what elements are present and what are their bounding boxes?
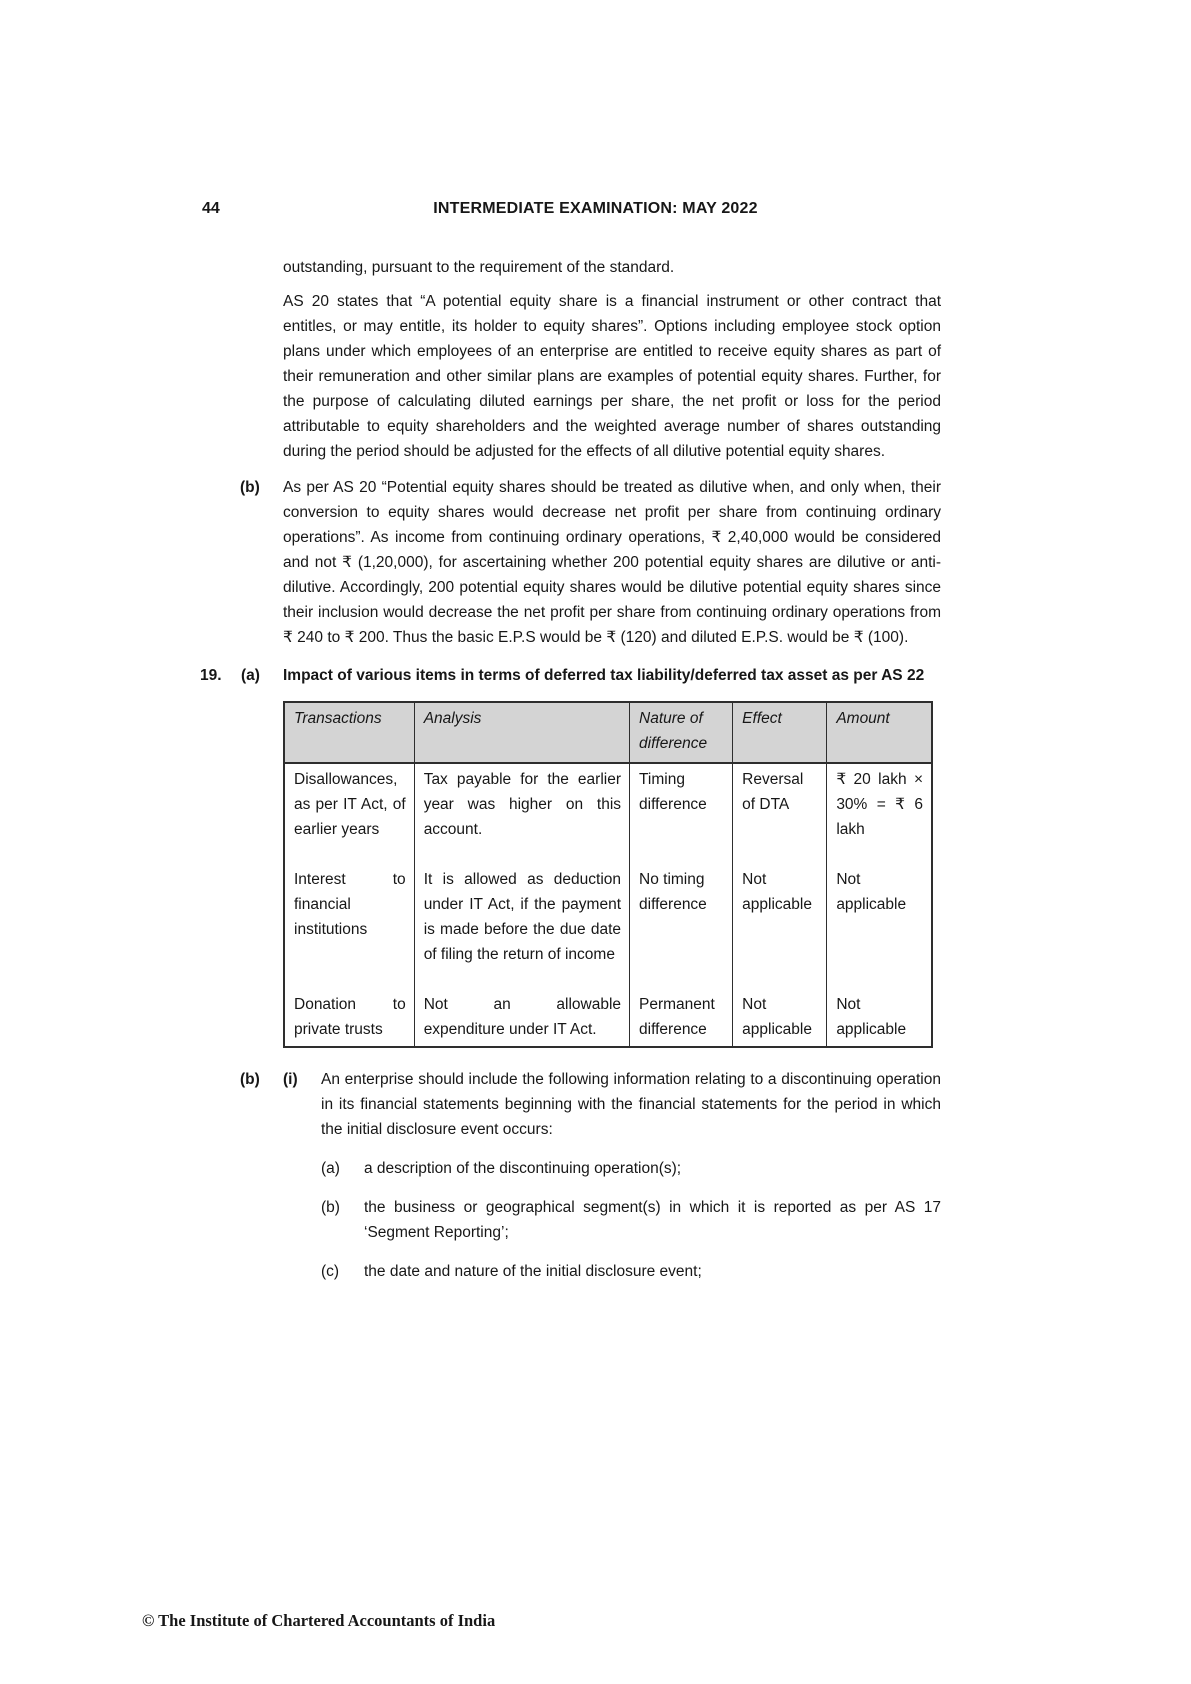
- list-item-a: [321, 1156, 941, 1181]
- table-row: [284, 989, 932, 1047]
- list-item-b: [321, 1195, 941, 1245]
- list-item-b-text: the business or geographical segment(s) in which it is reported as per AS 17 ‘Segment Reporting’;: [364, 1199, 941, 1241]
- header-title: INTERMEDIATE EXAMINATION: MAY 2022: [433, 200, 758, 217]
- column-header-analysis: Analysis: [414, 702, 629, 763]
- cell-effect: Not applicable: [733, 864, 827, 989]
- cell-nature: Timing difference: [630, 763, 733, 864]
- cell-transaction: Disallowances, as per IT Act, of earlier years: [284, 763, 414, 864]
- question-19a: [200, 663, 941, 688]
- list-item-a-label: (a): [321, 1160, 340, 1177]
- cell-amount: ₹ 20 lakh × 30% = ₹ 6 lakh: [827, 763, 932, 864]
- list-item-b-label: (b): [321, 1199, 340, 1216]
- cell-transaction: Interest to financial institutions: [284, 864, 414, 989]
- question-19a-label: (a): [241, 667, 260, 684]
- cell-nature: No timing difference: [630, 864, 733, 989]
- column-header-amount: Amount: [827, 702, 932, 763]
- cell-amount: Not applicable: [827, 864, 932, 989]
- question-19-number: 19.: [200, 667, 222, 684]
- list-item-a-text: a description of the discontinuing operation(s);: [364, 1160, 682, 1177]
- item-b2-label: (b): [240, 1071, 260, 1088]
- table-row: [284, 763, 932, 864]
- item-b2-text: An enterprise should include the following information relating to a discontinuing operation in its financial statements beginning with the financial statements for the period in which the initial disclosure event occurs:: [321, 1071, 941, 1138]
- answer-item-b-i: [240, 1067, 941, 1142]
- deferred-tax-table: [283, 701, 933, 1048]
- item-b-text: As per AS 20 “Potential equity shares should be treated as dilutive when, and only when, their conversion to equity shares would decrease net profit per share from continuing ordinary operations”. As income from continuing ordinary operations, ₹ 2,40,000 would be considered and not ₹ (1,20,000), for ascertaining whether 200 potential equity shares are dilutive or anti-dilutive. Accordingly, 200 potential equity shares would be dilutive potential equity shares since their inclusion would decrease the net profit per share from continuing ordinary operations from ₹ 240 to ₹ 200. Thus the basic E.P.S would be ₹ (120) and diluted E.P.S. would be ₹ (100).: [283, 479, 941, 646]
- item-b2-sub-label: (i): [283, 1071, 298, 1088]
- cell-analysis: It is allowed as deduction under IT Act, if the payment is made before the due date of filing the return of income: [414, 864, 629, 989]
- table-row: [284, 864, 932, 989]
- list-item-c: [321, 1259, 941, 1284]
- cell-nature: Permanent difference: [630, 989, 733, 1047]
- page-number: 44: [202, 200, 220, 217]
- item-b-label: (b): [240, 479, 260, 496]
- answer-item-b: [240, 475, 941, 650]
- paragraph-outstanding: outstanding, pursuant to the requirement of the standard.: [283, 259, 675, 276]
- cell-analysis: Tax payable for the earlier year was higher on this account.: [414, 763, 629, 864]
- column-header-effect: Effect: [733, 702, 827, 763]
- table-header-row: [284, 702, 932, 763]
- cell-effect: Not applicable: [733, 989, 827, 1047]
- main-content: [200, 255, 941, 1284]
- cell-amount: Not applicable: [827, 989, 932, 1047]
- cell-analysis: Not an allowable expenditure under IT Act.: [414, 989, 629, 1047]
- page-header: [0, 196, 1191, 218]
- cell-effect: Reversal of DTA: [733, 763, 827, 864]
- column-header-transactions: Transactions: [284, 702, 414, 763]
- column-header-nature-of-difference: Nature of difference: [630, 702, 733, 763]
- cell-transaction: Donation to private trusts: [284, 989, 414, 1047]
- list-item-c-text: the date and nature of the initial disclosure event;: [364, 1263, 702, 1280]
- list-item-c-label: (c): [321, 1263, 340, 1280]
- question-19a-heading: Impact of various items in terms of deferred tax liability/deferred tax asset as per AS 22: [283, 667, 925, 684]
- copyright-footer: © The Institute of Chartered Accountants of India: [142, 1611, 496, 1630]
- paragraph-as20: AS 20 states that “A potential equity share is a financial instrument or other contract that entitles, or may entitle, its holder to equity shares”. Options including employee stock option plans under which employees of an enterprise are entitled to receive equity shares as part of their remuneration and other similar plans are examples of potential equity shares. Further, for the purpose of calculating diluted earnings per share, the net profit or loss for the period attributable to equity shareholders and the weighted average number of shares outstanding during the period should be adjusted for the effects of all dilutive potential equity shares.: [283, 293, 941, 460]
